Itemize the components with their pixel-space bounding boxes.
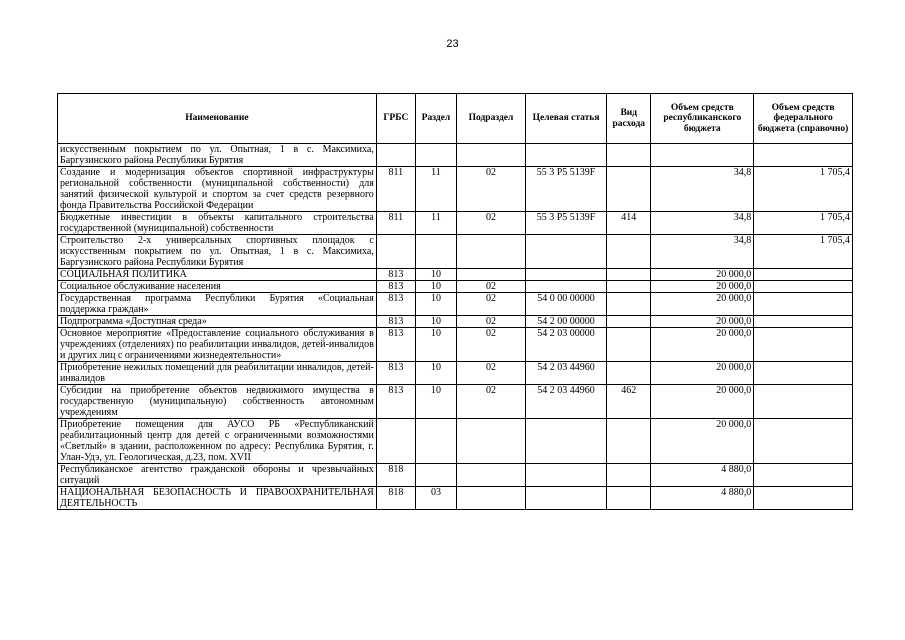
table-row [58,281,853,293]
cell-podrazdel [457,464,526,487]
cell-vid [607,464,651,487]
cell-rep-budget: 20 000,0 [651,293,754,316]
cell-statya [525,281,606,293]
header-statya: Целевая статья [525,94,606,144]
cell-grbs: 811 [376,167,415,212]
cell-rep-budget: 34,8 [651,235,754,269]
cell-razdel [415,144,456,167]
cell-grbs [376,235,415,269]
cell-name: СОЦИАЛЬНАЯ ПОЛИТИКА [58,269,377,281]
cell-fed-budget [754,269,853,281]
cell-fed-budget [754,144,853,167]
cell-rep-budget: 20 000,0 [651,362,754,385]
cell-statya [525,269,606,281]
cell-statya: 54 2 03 44960 [525,385,606,419]
table-row [58,385,853,419]
header-rep-budget: Объем средств республиканского бюджета [651,94,754,144]
cell-fed-budget [754,293,853,316]
cell-rep-budget: 4 880,0 [651,487,754,510]
cell-fed-budget: 1 705,4 [754,167,853,212]
cell-podrazdel: 02 [457,281,526,293]
cell-vid [607,144,651,167]
cell-grbs: 813 [376,293,415,316]
cell-vid [607,269,651,281]
cell-rep-budget: 20 000,0 [651,269,754,281]
cell-name: Бюджетные инвестиции в объекты капитального строительства государственной (муниципальной) собственности [58,212,377,235]
table-row [58,487,853,510]
cell-fed-budget [754,385,853,419]
cell-rep-budget: 20 000,0 [651,328,754,362]
cell-razdel [415,235,456,269]
cell-statya: 54 0 00 00000 [525,293,606,316]
cell-razdel: 03 [415,487,456,510]
page-number: 23 [446,38,459,50]
cell-rep-budget: 34,8 [651,212,754,235]
cell-podrazdel: 02 [457,328,526,362]
cell-statya: 54 2 00 00000 [525,316,606,328]
cell-fed-budget [754,316,853,328]
cell-podrazdel: 02 [457,316,526,328]
cell-rep-budget: 20 000,0 [651,385,754,419]
cell-rep-budget [651,144,754,167]
cell-rep-budget: 20 000,0 [651,316,754,328]
table-row [58,167,853,212]
cell-statya: 54 2 03 44960 [525,362,606,385]
header-podrazdel: Подраздел [457,94,526,144]
table-row [58,293,853,316]
cell-vid [607,316,651,328]
cell-vid [607,487,651,510]
cell-statya [525,419,606,464]
cell-rep-budget: 4 880,0 [651,464,754,487]
cell-grbs: 813 [376,385,415,419]
cell-podrazdel [457,419,526,464]
cell-fed-budget: 1 705,4 [754,235,853,269]
header-razdel: Раздел [415,94,456,144]
cell-grbs [376,419,415,464]
cell-name: Строительство 2-х универсальных спортивных площадок с искусственным покрытием по ул. Опытная, 1 в с. Максимиха, Баргузинского района Республики Бурятия [58,235,377,269]
cell-podrazdel: 02 [457,293,526,316]
cell-name: искусственным покрытием по ул. Опытная, 1 в с. Максимиха, Баргузинского района Республики Бурятия [58,144,377,167]
cell-grbs [376,144,415,167]
cell-rep-budget: 34,8 [651,167,754,212]
cell-razdel: 10 [415,385,456,419]
cell-vid [607,362,651,385]
cell-statya [525,144,606,167]
cell-statya: 55 3 P5 5139F [525,212,606,235]
cell-podrazdel [457,235,526,269]
cell-vid [607,235,651,269]
cell-razdel: 10 [415,328,456,362]
cell-vid [607,419,651,464]
header-vid: Вид расхода [607,94,651,144]
budget-table [57,93,853,510]
cell-podrazdel: 02 [457,167,526,212]
header-row [58,94,853,144]
cell-podrazdel [457,487,526,510]
cell-statya [525,464,606,487]
header-fed-budget: Объем средств федерального бюджета (справочно) [754,94,853,144]
cell-razdel [415,464,456,487]
cell-razdel: 10 [415,362,456,385]
cell-razdel: 11 [415,167,456,212]
cell-razdel: 10 [415,281,456,293]
cell-grbs: 811 [376,212,415,235]
cell-statya: 55 3 P5 5139F [525,167,606,212]
cell-fed-budget [754,487,853,510]
cell-podrazdel [457,144,526,167]
cell-name: Республиканское агентство гражданской обороны и чрезвычайных ситуаций [58,464,377,487]
cell-fed-budget: 1 705,4 [754,212,853,235]
cell-name: Создание и модернизация объектов спортивной инфраструктуры региональной собственности (муниципальной собственности) для занятий физической культурой и спортом за счет средств резервного фонда Правительства Российской Федерации [58,167,377,212]
cell-razdel: 11 [415,212,456,235]
cell-name: Подпрограмма «Доступная среда» [58,316,377,328]
cell-grbs: 818 [376,487,415,510]
cell-fed-budget [754,362,853,385]
cell-podrazdel [457,269,526,281]
cell-grbs: 818 [376,464,415,487]
cell-grbs: 813 [376,269,415,281]
cell-podrazdel: 02 [457,385,526,419]
cell-razdel: 10 [415,269,456,281]
cell-fed-budget [754,328,853,362]
table-row [58,328,853,362]
table-row [58,269,853,281]
cell-razdel: 10 [415,293,456,316]
cell-name: Приобретение помещения для АУСО РБ «Республиканский реабилитационный центр для детей с ограниченными возможностями «Светлый» в здании, расположенном по адресу: Республика Бурятия, г. Улан-Удэ, ул. Геологическая, д.23, пом. XVII [58,419,377,464]
cell-name: Социальное обслуживание населения [58,281,377,293]
table-row [58,235,853,269]
cell-rep-budget: 20 000,0 [651,281,754,293]
cell-podrazdel: 02 [457,362,526,385]
cell-razdel: 10 [415,316,456,328]
cell-statya [525,235,606,269]
cell-name: Приобретение нежилых помещений для реабилитации инвалидов, детей-инвалидов [58,362,377,385]
cell-razdel [415,419,456,464]
table-row [58,362,853,385]
cell-grbs: 813 [376,362,415,385]
table-row [58,144,853,167]
cell-grbs: 813 [376,281,415,293]
cell-vid [607,281,651,293]
table-row [58,419,853,464]
header-name: Наименование [58,94,377,144]
table-row [58,464,853,487]
cell-fed-budget [754,464,853,487]
table-row [58,212,853,235]
cell-name: Субсидии на приобретение объектов недвижимого имущества в государственную (муниципальную) собственность автономным учреждениям [58,385,377,419]
table-row [58,316,853,328]
cell-vid [607,328,651,362]
cell-vid [607,167,651,212]
cell-statya [525,487,606,510]
cell-rep-budget: 20 000,0 [651,419,754,464]
cell-grbs: 813 [376,316,415,328]
cell-vid [607,293,651,316]
cell-name: НАЦИОНАЛЬНАЯ БЕЗОПАСНОСТЬ И ПРАВООХРАНИТЕЛЬНАЯ ДЕЯТЕЛЬНОСТЬ [58,487,377,510]
cell-name: Государственная программа Республики Бурятия «Социальная поддержка граждан» [58,293,377,316]
cell-name: Основное мероприятие «Предоставление социального обслуживания в учреждениях (отделениях) по реабилитации инвалидов, детей-инвалидов и других лиц с ограничениями жизнедеятельности» [58,328,377,362]
header-grbs: ГРБС [376,94,415,144]
cell-fed-budget [754,281,853,293]
cell-vid: 462 [607,385,651,419]
cell-fed-budget [754,419,853,464]
cell-vid: 414 [607,212,651,235]
cell-statya: 54 2 03 00000 [525,328,606,362]
cell-grbs: 813 [376,328,415,362]
cell-podrazdel: 02 [457,212,526,235]
